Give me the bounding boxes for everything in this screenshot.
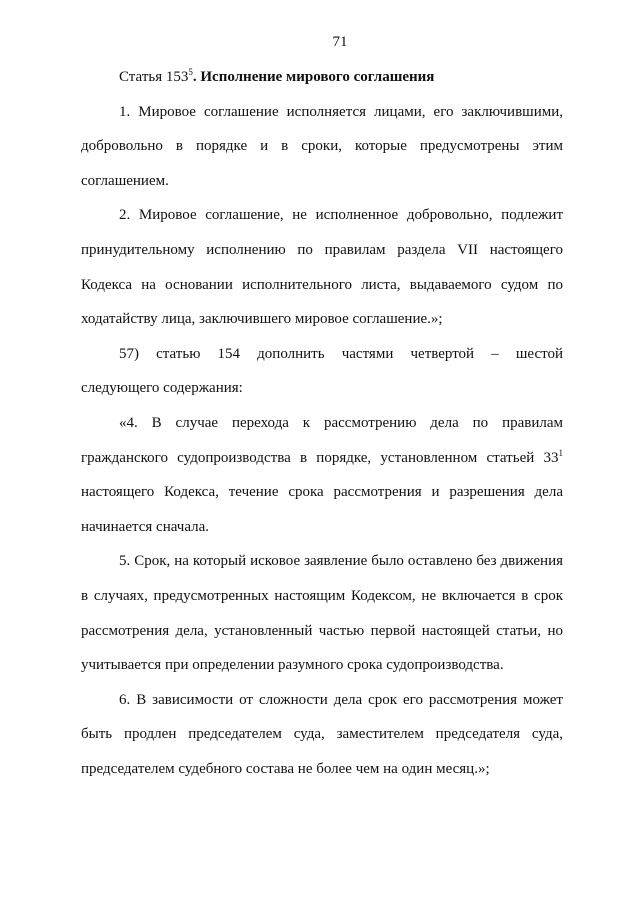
paragraph-line: в случаях, предусмотренных настоящим Кодексом, не включается в срок — [81, 587, 563, 604]
paragraph-line-with-superscript — [81, 441, 563, 476]
paragraph-line: 2. Мировое соглашение, не исполненное добровольно, подлежит — [119, 207, 563, 224]
reference-superscript: 1 — [558, 447, 563, 458]
paragraph-line: добровольно в порядке и в сроки, которые предусмотрены этим — [81, 138, 563, 155]
paragraph-line: рассмотрения дела, установленный частью первой настоящей статьи, но — [81, 622, 563, 639]
paragraph-line: быть продлен председателем суда, заместителем председателя суда, — [81, 726, 563, 743]
paragraph-line: ходатайству лица, заключившего мировое соглашение.»; — [81, 311, 443, 328]
article-prefix: Статья 153 — [119, 69, 189, 85]
paragraph-line: 6. В зависимости от сложности дела срок его рассмотрения может — [119, 691, 563, 708]
paragraph-line: следующего содержания: — [81, 380, 243, 397]
paragraph-line: соглашением. — [81, 172, 169, 189]
paragraph-line: настоящего Кодекса, течение срока рассмотрения и разрешения дела — [81, 484, 563, 501]
paragraph-line: 5. Срок, на который исковое заявление было оставлено без движения — [119, 553, 563, 570]
paragraph-line: «4. В случае перехода к рассмотрению дела по правилам — [119, 414, 563, 431]
paragraph-line: 57) статью 154 дополнить частями четвертой – шестой — [119, 345, 563, 362]
paragraph-line: принудительному исполнению по правилам раздела VII настоящего — [81, 241, 563, 258]
article-title: Исполнение мирового соглашения — [200, 69, 435, 85]
paragraph-line: начинается сначала. — [81, 518, 210, 535]
page-number: 71 — [332, 34, 348, 50]
paragraph-line-text: гражданского судопроизводства в порядке, установленном статьей 33 — [81, 449, 559, 466]
paragraph-line: 1. Мировое соглашение исполняется лицами, его заключившими, — [119, 103, 563, 120]
paragraph-line: председателем судебного состава не более чем на один месяц.»; — [81, 760, 490, 777]
paragraph-line: учитывается при определении разумного срока судопроизводства. — [81, 657, 504, 674]
article-separator: . — [192, 69, 201, 85]
article-heading — [81, 60, 563, 95]
document-body — [81, 60, 563, 786]
paragraph-line: Кодекса на основании исполнительного листа, выдаваемого судом по — [81, 276, 563, 293]
article-superscript: 5 — [188, 67, 193, 77]
